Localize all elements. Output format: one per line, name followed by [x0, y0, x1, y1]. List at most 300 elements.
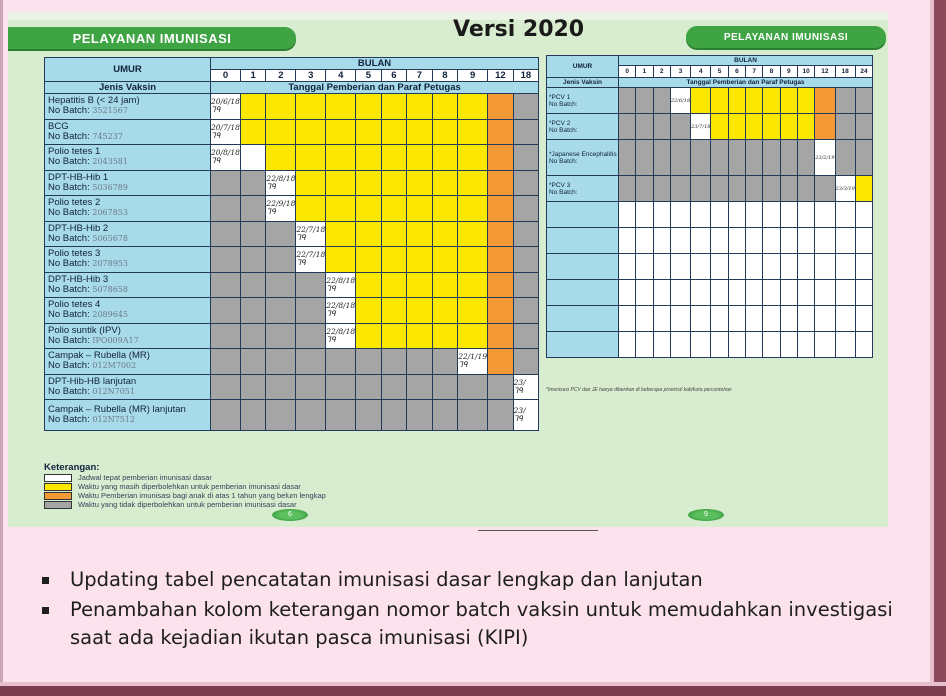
schedule-cell: [488, 247, 514, 273]
schedule-cell: [513, 323, 539, 349]
schedule-cell: [326, 221, 356, 247]
schedule-cell: [513, 221, 539, 247]
empty-cell: [746, 202, 763, 228]
legend-item: [44, 482, 326, 491]
schedule-cell: [458, 272, 488, 298]
vaccine-name-cell: [45, 298, 211, 324]
schedule-cell: [211, 196, 241, 222]
batch-number: 2078953: [92, 259, 128, 269]
schedule-cell: [266, 298, 296, 324]
schedule-cell: [266, 400, 296, 431]
date-entry: 22/1/19: [458, 352, 488, 362]
month-header: 5: [356, 70, 382, 82]
month-header: 8: [432, 70, 458, 82]
schedule-cell: [356, 247, 382, 273]
schedule-cell: [381, 196, 407, 222]
schedule-cell: [381, 170, 407, 196]
month-header: 5: [711, 66, 728, 78]
schedule-cell: [356, 323, 382, 349]
batch-label: No Batch:: [48, 207, 90, 219]
vaccine-name-cell: [45, 374, 211, 400]
schedule-cell: [266, 323, 296, 349]
schedule-cell: [458, 170, 488, 196]
empty-cell: [728, 202, 745, 228]
schedule-cell: [432, 247, 458, 273]
legend-swatch: [44, 483, 72, 491]
empty-cell: [797, 280, 814, 306]
empty-cell: [653, 332, 670, 358]
empty-cell: [815, 254, 835, 280]
batch-label: No Batch:: [48, 105, 90, 117]
vaccine-name-cell: [45, 323, 211, 349]
empty-cell: [636, 332, 653, 358]
month-header: 7: [746, 66, 763, 78]
batch-label: No Batch:: [549, 100, 578, 108]
schedule-cell: 22/8/18 ᒣᑫ: [326, 272, 356, 298]
schedule-cell: [240, 323, 266, 349]
batch-label: No Batch:: [48, 360, 90, 372]
schedule-cell: [326, 119, 356, 145]
vaccine-name-cell: [547, 176, 619, 202]
bulan-header: BULAN: [619, 56, 873, 66]
jenis-vaksin-header: Jenis Vaksin: [45, 82, 211, 94]
batch-number: 2067853: [92, 208, 128, 218]
bullet-list: [42, 566, 902, 654]
empty-cell: [855, 228, 872, 254]
empty-cell: [815, 280, 835, 306]
batch-number: 5065678: [92, 233, 128, 243]
empty-cell: [835, 228, 855, 254]
schedule-cell: [780, 114, 797, 140]
batch-label: No Batch:: [48, 232, 90, 244]
empty-cell: [711, 332, 728, 358]
schedule-cell: [797, 176, 814, 202]
empty-cell: [763, 306, 780, 332]
month-header: 1: [240, 70, 266, 82]
schedule-cell: [691, 176, 711, 202]
empty-name-cell: [547, 306, 619, 332]
empty-cell: [619, 280, 636, 306]
schedule-cell: [381, 298, 407, 324]
schedule-cell: [746, 140, 763, 176]
empty-name-cell: [547, 202, 619, 228]
vaccine-name-cell: [45, 272, 211, 298]
schedule-cell: [458, 196, 488, 222]
date-entry: 23/: [513, 406, 526, 415]
month-header: 4: [691, 66, 711, 78]
schedule-cell: [835, 140, 855, 176]
empty-cell: [855, 306, 872, 332]
schedule-cell: [619, 88, 636, 114]
batch-number: 745237: [92, 131, 123, 141]
date-entry: 23/7/18: [691, 123, 711, 130]
schedule-cell: [407, 298, 433, 324]
schedule-cell: [381, 374, 407, 400]
schedule-cell: [780, 176, 797, 202]
bullet-item: Penambahan kolom keterangan nomor batch vaksin untuk memudahkan investigasi saat ada kejadian ikutan pasca imunisasi (KIPI): [42, 596, 902, 652]
schedule-cell: [211, 400, 241, 431]
schedule-cell: [670, 140, 690, 176]
schedule-cell: [513, 247, 539, 273]
schedule-cell: [296, 374, 326, 400]
left-page-number: 6: [272, 509, 308, 521]
legend-swatch: [44, 501, 72, 509]
date-entry: 22/9/18: [266, 199, 296, 209]
schedule-cell: [356, 94, 382, 120]
schedule-cell: [458, 374, 488, 400]
batch-label: No Batch:: [549, 157, 578, 165]
batch-label: No Batch:: [549, 126, 578, 134]
date-entry: 23/2/19: [815, 154, 835, 161]
schedule-cell: 22/1/19 ᒣᑫ: [458, 349, 488, 375]
schedule-cell: [432, 298, 458, 324]
right-immunization-table: [546, 55, 873, 358]
batch-label: No Batch:: [48, 283, 90, 295]
empty-cell: [835, 202, 855, 228]
bullet-item: Updating tabel pencatatan imunisasi dasar lengkap dan lanjutan: [42, 566, 902, 594]
batch-number: 2089645: [92, 310, 128, 320]
schedule-cell: [855, 88, 872, 114]
schedule-cell: [797, 140, 814, 176]
schedule-cell: [356, 349, 382, 375]
empty-cell: [653, 228, 670, 254]
umur-header: UMUR: [547, 56, 619, 78]
right-footnote: *Imunisasi PCV dan JE hanya diberikan di beberapa provinsi/ kab/kota percontohan: [546, 387, 732, 393]
schedule-cell: [815, 88, 835, 114]
empty-cell: [636, 306, 653, 332]
date-entry: 22/6/18: [670, 97, 691, 104]
schedule-cell: [407, 272, 433, 298]
schedule-cell: [240, 196, 266, 222]
schedule-cell: 22/8/18 ᒣᑫ: [266, 170, 296, 196]
schedule-cell: [513, 119, 539, 145]
batch-number: 012N7051: [92, 386, 135, 396]
vaccine-name: DPT-HB-Hib 3: [48, 273, 109, 285]
month-header: 7: [407, 70, 433, 82]
schedule-cell: [240, 94, 266, 120]
schedule-cell: [780, 88, 797, 114]
schedule-cell: [763, 140, 780, 176]
right-page-header: PELAYANAN IMUNISASI: [686, 26, 886, 48]
empty-cell: [619, 306, 636, 332]
schedule-cell: [432, 145, 458, 171]
schedule-cell: [488, 374, 514, 400]
legend-item: [44, 491, 326, 500]
schedule-cell: [432, 323, 458, 349]
schedule-cell: [407, 374, 433, 400]
schedule-cell: [296, 272, 326, 298]
empty-cell: [746, 306, 763, 332]
schedule-cell: [711, 140, 728, 176]
schedule-cell: [691, 88, 711, 114]
schedule-cell: [636, 140, 653, 176]
schedule-cell: [407, 400, 433, 431]
schedule-cell: [211, 170, 241, 196]
schedule-cell: [835, 88, 855, 114]
schedule-cell: [381, 400, 407, 431]
date-entry: 20/7/18: [211, 122, 240, 132]
slide-bottom-bar: [0, 686, 946, 696]
month-header: 9: [458, 70, 488, 82]
batch-number: 5036789: [92, 182, 128, 192]
vaccine-name-cell: [45, 400, 211, 431]
schedule-cell: [763, 176, 780, 202]
empty-cell: [763, 202, 780, 228]
legend-text: Jadwal tepat pemberian imunisasi dasar: [78, 473, 212, 482]
month-header: 3: [296, 70, 326, 82]
schedule-cell: [432, 221, 458, 247]
empty-cell: [636, 228, 653, 254]
empty-cell: [619, 254, 636, 280]
schedule-cell: [636, 88, 653, 114]
schedule-cell: [458, 145, 488, 171]
batch-number: 012N7512: [92, 415, 135, 424]
vaccine-name-cell: [45, 119, 211, 145]
version-title: Versi 2020: [453, 17, 585, 42]
empty-cell: [670, 202, 690, 228]
schedule-cell: [746, 114, 763, 140]
schedule-cell: [728, 114, 745, 140]
schedule-cell: [458, 298, 488, 324]
batch-label: No Batch:: [48, 156, 90, 168]
schedule-cell: [266, 272, 296, 298]
schedule-cell: [296, 400, 326, 431]
empty-cell: [763, 280, 780, 306]
schedule-cell: [211, 323, 241, 349]
vaccine-name: DPT-HB-Hib 1: [48, 171, 109, 183]
schedule-cell: [488, 400, 514, 431]
batch-label: No Batch:: [48, 334, 90, 346]
month-header: 24: [855, 66, 872, 78]
schedule-cell: [240, 247, 266, 273]
vaccine-name-cell: [547, 88, 619, 114]
date-entry: 22/7/18: [296, 224, 326, 234]
left-page-header: PELAYANAN IMUNISASI: [8, 27, 296, 49]
batch-label: No Batch:: [48, 385, 90, 397]
empty-cell: [691, 202, 711, 228]
month-header: 4: [326, 70, 356, 82]
schedule-cell: [815, 176, 835, 202]
schedule-cell: [432, 196, 458, 222]
schedule-cell: [266, 247, 296, 273]
month-header: 18: [835, 66, 855, 78]
schedule-cell: [513, 298, 539, 324]
schedule-cell: [488, 221, 514, 247]
schedule-cell: [356, 196, 382, 222]
schedule-cell: [797, 114, 814, 140]
empty-cell: [728, 332, 745, 358]
date-entry: 22/8/18: [326, 326, 356, 336]
schedule-cell: [240, 349, 266, 375]
batch-number: 3521567: [92, 106, 128, 116]
empty-cell: [780, 306, 797, 332]
schedule-cell: [670, 176, 690, 202]
schedule-cell: [746, 88, 763, 114]
schedule-cell: [513, 349, 539, 375]
empty-name-cell: [547, 228, 619, 254]
empty-name-cell: [547, 280, 619, 306]
date-entry: 22/7/18: [296, 250, 326, 260]
schedule-cell: [670, 88, 690, 114]
empty-cell: [746, 332, 763, 358]
legend: [44, 462, 326, 509]
vaccine-name: Polio suntik (IPV): [48, 324, 121, 336]
schedule-cell: [407, 94, 433, 120]
empty-cell: [619, 228, 636, 254]
empty-cell: [763, 332, 780, 358]
schedule-cell: [381, 119, 407, 145]
month-header: 6: [728, 66, 745, 78]
schedule-cell: [381, 145, 407, 171]
schedule-cell: [326, 374, 356, 400]
empty-cell: [835, 254, 855, 280]
vaccine-name: *PCV 1: [549, 93, 571, 101]
schedule-cell: [240, 374, 266, 400]
schedule-cell: [488, 323, 514, 349]
book-image: [8, 12, 888, 527]
schedule-cell: [356, 374, 382, 400]
empty-cell: [855, 280, 872, 306]
empty-cell: [763, 228, 780, 254]
schedule-cell: [458, 94, 488, 120]
schedule-cell: [407, 145, 433, 171]
vaccine-name: Polio tetes 3: [48, 248, 101, 260]
vaccine-name-cell: [45, 221, 211, 247]
month-header: 0: [211, 70, 241, 82]
empty-cell: [815, 306, 835, 332]
schedule-cell: [458, 119, 488, 145]
schedule-cell: [266, 374, 296, 400]
empty-cell: [636, 202, 653, 228]
batch-label: No Batch:: [48, 414, 90, 425]
schedule-cell: [432, 170, 458, 196]
schedule-cell: [711, 88, 728, 114]
schedule-cell: [240, 298, 266, 324]
schedule-cell: [326, 170, 356, 196]
batch-number: 2043581: [92, 157, 128, 167]
empty-cell: [855, 332, 872, 358]
empty-cell: [815, 202, 835, 228]
schedule-cell: [211, 374, 241, 400]
tanggal-header: Tanggal Pemberian dan Paraf Petugas: [211, 82, 539, 94]
legend-text: Waktu Pemberian imunisasi bagi anak di atas 1 tahun yang belum lengkap: [78, 491, 326, 500]
schedule-cell: [407, 247, 433, 273]
legend-swatch: [44, 474, 72, 482]
month-header: 9: [780, 66, 797, 78]
schedule-cell: [432, 374, 458, 400]
vaccine-name: BCG: [48, 120, 69, 132]
schedule-cell: [815, 140, 835, 176]
empty-cell: [780, 332, 797, 358]
month-header: 12: [815, 66, 835, 78]
empty-cell: [780, 202, 797, 228]
schedule-cell: [240, 400, 266, 431]
vaccine-name: DPT-Hib-HB lanjutan: [48, 375, 137, 387]
vaccine-name-cell: [45, 349, 211, 375]
schedule-cell: [326, 247, 356, 273]
schedule-cell: [432, 349, 458, 375]
tanggal-header: Tanggal Pemberian dan Paraf Petugas: [619, 78, 873, 88]
legend-text: Waktu yang tidak diperbolehkan untuk pemberian imunisasi dasar: [78, 500, 297, 509]
empty-cell: [835, 306, 855, 332]
empty-cell: [691, 332, 711, 358]
empty-cell: [711, 228, 728, 254]
schedule-cell: [266, 349, 296, 375]
umur-header: UMUR: [45, 58, 211, 82]
schedule-cell: [356, 221, 382, 247]
schedule-cell: [432, 94, 458, 120]
empty-cell: [711, 280, 728, 306]
vaccine-name: Campak – Rubella (MR): [48, 350, 150, 362]
legend-text: Waktu yang masih diperbolehkan untuk pemberian imunisasi dasar: [78, 482, 301, 491]
schedule-cell: [356, 400, 382, 431]
empty-cell: [815, 228, 835, 254]
empty-name-cell: [547, 254, 619, 280]
schedule-cell: [458, 400, 488, 431]
month-header: 1: [636, 66, 653, 78]
schedule-cell: [356, 298, 382, 324]
schedule-cell: [763, 88, 780, 114]
schedule-cell: [653, 88, 670, 114]
schedule-cell: [240, 119, 266, 145]
empty-name-cell: [547, 332, 619, 358]
schedule-cell: [855, 114, 872, 140]
bulan-header: BULAN: [211, 58, 539, 70]
empty-cell: [653, 306, 670, 332]
empty-cell: [670, 254, 690, 280]
date-entry: 23/3/19: [835, 185, 855, 192]
schedule-cell: [211, 221, 241, 247]
schedule-cell: [356, 272, 382, 298]
vaccine-name-cell: [45, 247, 211, 273]
schedule-cell: [670, 114, 690, 140]
schedule-cell: [407, 221, 433, 247]
schedule-cell: [488, 196, 514, 222]
schedule-cell: [240, 170, 266, 196]
schedule-cell: [728, 88, 745, 114]
date-entry: 22/8/18: [326, 275, 356, 285]
schedule-cell: [636, 176, 653, 202]
schedule-cell: [513, 272, 539, 298]
schedule-cell: 22/7/18 ᒣᑫ: [296, 247, 326, 273]
vaccine-name-cell: [45, 94, 211, 120]
schedule-cell: 20/6/18 ᒣᑫ: [211, 94, 241, 120]
schedule-cell: 22/7/18 ᒣᑫ: [296, 221, 326, 247]
empty-cell: [797, 228, 814, 254]
left-immunization-table: [44, 57, 539, 431]
date-entry: 23/: [513, 377, 526, 387]
schedule-cell: [691, 114, 711, 140]
batch-label: No Batch:: [549, 188, 578, 196]
schedule-cell: [458, 323, 488, 349]
schedule-cell: [266, 119, 296, 145]
empty-cell: [619, 202, 636, 228]
schedule-cell: [432, 119, 458, 145]
schedule-cell: [691, 140, 711, 176]
empty-cell: [636, 254, 653, 280]
schedule-cell: [296, 298, 326, 324]
month-header: 2: [266, 70, 296, 82]
slide-edge-inner: [930, 0, 934, 696]
month-header: 0: [619, 66, 636, 78]
schedule-cell: 22/9/18 ᒣᑫ: [266, 196, 296, 222]
schedule-cell: [296, 145, 326, 171]
schedule-cell: [211, 349, 241, 375]
schedule-cell: [356, 119, 382, 145]
schedule-cell: [356, 170, 382, 196]
schedule-cell: [407, 196, 433, 222]
empty-cell: [728, 254, 745, 280]
